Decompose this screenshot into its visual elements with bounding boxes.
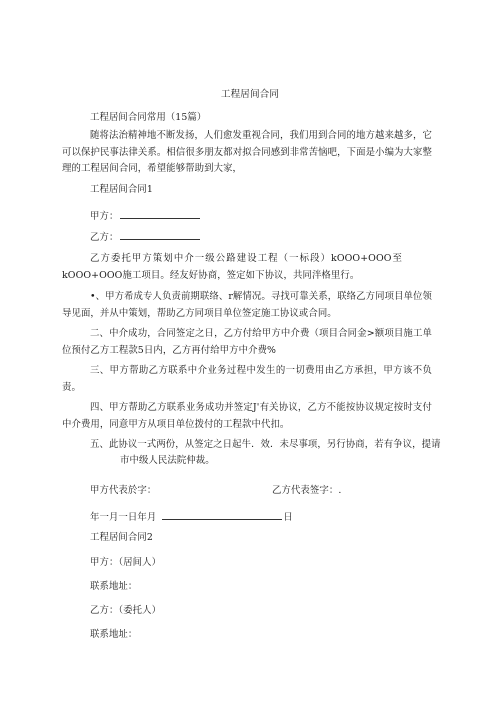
signature-party-a: 甲方代表於字： [90, 485, 157, 496]
contract-1-party-a-line [90, 209, 200, 223]
document-subtitle: 工程居间合同常用（15篇） [90, 112, 207, 123]
contract-2-party-b: 乙方：（委托人） [90, 605, 162, 616]
contract-1-heading: 工程居间合同1 [90, 184, 153, 195]
contract-2-party-a: 甲方：（居间人） [90, 557, 162, 568]
contract-1-clause-3: 三、甲方帮助乙方联系中介业务过程中发生的一切费用由乙方承担，甲方该不负责。 [62, 365, 432, 393]
party-a-label: 甲方： [90, 211, 119, 222]
contract-2-address-b: 联系地址： [90, 629, 138, 640]
date-blank [162, 510, 282, 520]
date-line [90, 510, 293, 524]
intro-paragraph: 随将法治精神地不断发扬，人们愈发重视合同，我们用到合同的地方越来越多，它可以保护民事法律关系。相信很多朋友都对拟合同感到非常苦恼吧，下面是小编为大家整理的工程居间合同，希望能够帮助到大家， [62, 130, 432, 174]
contract-2-heading: 工程居间合同2 [90, 532, 153, 543]
contract-1-clause-intro: 乙方委托甲方策划中介一级公路建设工程（一标段）kOOO+OOO至kOOO+OOO施工项目。经友好协商，签定如下协议，共同泮格里行。 [62, 253, 402, 281]
party-b-blank [120, 230, 200, 240]
contract-1-clause-5-line-1: 五、此协议一式两份，从签定之日起牛．效．未尽事项，另行协商，若有争议，提请 [90, 439, 441, 450]
date-day-label: 日 [283, 512, 293, 523]
contract-1-clause-1: •、甲方希成专人负责前期联络、r解情况。寻找可靠关系，联络乙方同项目单位领导见面，并从中策划，帮助乙方同项目单位签定施工协议或合同。 [62, 291, 432, 319]
signature-party-b: 乙方代表签字：. [272, 485, 342, 496]
contract-1-clause-4: 四、甲方帮助乙方联系业务成功并签定J'有关协议，乙方不能按协议规定按时支付中介费用，同意甲方从项目单位拨付的工程款中代扣。 [62, 402, 432, 430]
contract-2-address-a: 联系地址： [90, 581, 138, 592]
contract-1-clause-5-line-2: 市中级人民法院仲裁。 [120, 455, 215, 466]
contract-1-party-b-line [90, 230, 200, 244]
party-a-blank [120, 209, 200, 219]
contract-1-clause-2: 二、中介成功，合同签定之日，乙方付给甲方中介费（项目合同金>额项目施工单位预付乙方工程款5日内，乙方再付给甲方中介费% [62, 328, 432, 356]
date-label: 年一月一日年月 [90, 512, 157, 523]
party-b-label: 乙方： [90, 232, 119, 243]
document-title: 工程居间合同 [220, 89, 280, 100]
